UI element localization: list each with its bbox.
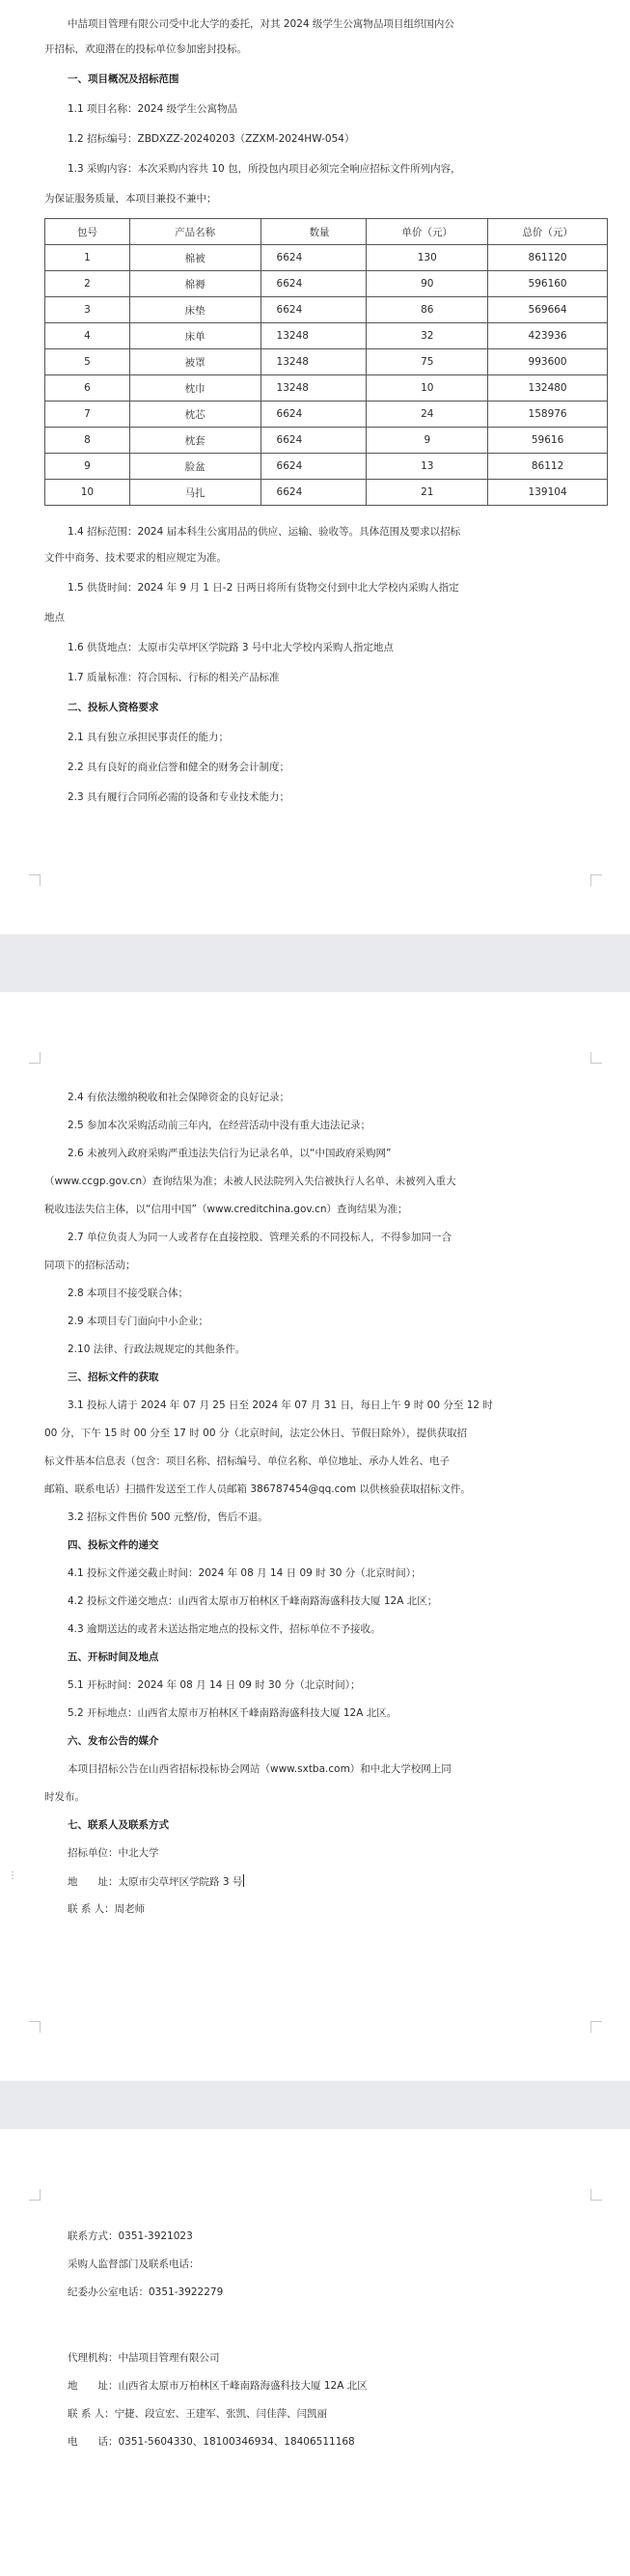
table-cell: 2 [45, 271, 130, 297]
table-cell: 5 [45, 349, 130, 375]
item-2-5: 2.5 参加本次采购活动前三年内，在经营活动中没有重大违法记录； [68, 1120, 371, 1131]
item-2-10: 2.10 法律、行政法规规定的其他条件。 [68, 1343, 246, 1355]
margin-mark [29, 874, 41, 886]
table-cell: 13248 [260, 323, 367, 349]
table-cell: 6624 [260, 297, 367, 323]
table-cell: 3 [45, 297, 130, 323]
table-cell: 枕芯 [129, 402, 260, 428]
document-page-3 [0, 2129, 630, 2576]
table-cell: 9 [367, 428, 488, 454]
item-2-1: 2.1 具有独立承担民事责任的能力； [68, 732, 230, 743]
table-row [45, 323, 608, 349]
table-row [45, 349, 608, 375]
table-cell: 6624 [260, 245, 367, 271]
item-3-1-line-2: 00 分，下午 15 时 00 分至 17 时 00 分（北京时间，法定公休日、节假日除外），提供获取招 [44, 1427, 468, 1439]
item-5-1: 5.1 开标时间：2024 年 08 月 14 日 09 时 30 分（北京时间）； [68, 1679, 361, 1691]
table-cell: 13248 [260, 349, 367, 375]
section-5-title: 五、开标时间及地点 [68, 1651, 159, 1663]
item-1-3-line-2: 为保证服务质量，本项目兼投不兼中； [44, 193, 217, 205]
table-header-cell: 产品名称 [129, 219, 260, 245]
section-6-title: 六、发布公告的媒介 [68, 1735, 159, 1747]
table-cell: 6624 [260, 454, 367, 480]
item-2-7-line-1: 2.7 单位负责人为同一人或者存在直接控股、管理关系的不同投标人，不得参加同一合 [68, 1232, 452, 1243]
table-cell: 861120 [488, 245, 608, 271]
margin-mark [590, 2189, 602, 2201]
item-3-2: 3.2 招标文件售价 500 元整/份，售后不退。 [68, 1511, 268, 1523]
item-1-5-line-1: 1.5 供货时间：2024 年 9 月 1 日-2 日两日将所有货物交付到中北大学校内采购人指定 [68, 582, 459, 594]
table-cell: 4 [45, 323, 130, 349]
table-cell: 139104 [488, 480, 608, 506]
agency-line: 代理机构：中喆项目管理有限公司 [68, 2352, 220, 2364]
drag-handle-icon[interactable]: ⋮ [8, 1870, 17, 1881]
section-6-line-1: 本项目招标公告在山西省招标投标协会网站（www.sxtba.com）和中北大学校网上同 [68, 1763, 452, 1775]
table-header-row [45, 219, 608, 245]
table-cell: 8 [45, 428, 130, 454]
table-cell: 21 [367, 480, 488, 506]
contact-line: 联 系 人：周老师 [68, 1903, 146, 1915]
table-cell: 86 [367, 297, 488, 323]
item-3-1-line-3: 标文件基本信息表（包含：项目名称、招标编号、单位名称、单位地址、承办人姓名、电子 [44, 1455, 450, 1467]
document-page-2 [0, 992, 630, 2081]
table-header-cell: 单价（元） [367, 219, 488, 245]
table-cell: 7 [45, 402, 130, 428]
table-cell: 床垫 [129, 297, 260, 323]
table-cell: 9 [45, 454, 130, 480]
table-cell: 32 [367, 323, 488, 349]
item-2-4: 2.4 有依法缴纳税收和社会保障资金的良好记录； [68, 1092, 290, 1103]
item-4-2: 4.2 投标文件递交地点：山西省太原市万柏林区千峰南路海盛科技大厦 12A 北区； [68, 1595, 438, 1607]
table-cell: 6 [45, 375, 130, 402]
intro-line-1: 中喆项目管理有限公司受中北大学的委托，对其 2024 级学生公寓物品项目组织国内公 [68, 18, 454, 30]
item-1-3-line-1: 1.3 采购内容：本次采购内容共 10 包，所投包内项目必须完全响应招标文件所列内容， [68, 163, 461, 175]
table-cell: 13 [367, 454, 488, 480]
table-row [45, 375, 608, 402]
intro-line-2: 开招标，欢迎潜在的投标单位参加密封投标。 [44, 43, 247, 55]
table-cell: 6624 [260, 271, 367, 297]
item-4-1: 4.1 投标文件递交截止时间：2024 年 08 月 14 日 09 时 30 分（北京时间）； [68, 1567, 422, 1579]
table-cell: 枕巾 [129, 375, 260, 402]
margin-mark [590, 874, 602, 886]
item-1-5-line-2: 地点 [44, 612, 65, 623]
table-cell: 6624 [260, 480, 367, 506]
table-cell: 569664 [488, 297, 608, 323]
item-1-2: 1.2 招标编号：ZBDXZZ-20240203（ZZXM-2024HW-054） [68, 133, 355, 145]
section-1-title: 一、项目概况及招标范围 [68, 73, 179, 85]
item-1-4-line-2: 文件中商务、技术要求的相应规定为准。 [44, 552, 227, 564]
table-row [45, 297, 608, 323]
item-2-6-line-1: 2.6 未被列入政府采购严重违法失信行为记录名单，以“中国政府采购网” [68, 1148, 392, 1159]
table-row [45, 245, 608, 271]
table-cell: 130 [367, 245, 488, 271]
supervisor-line: 采购人监督部门及联系电话： [68, 2258, 200, 2270]
item-5-2: 5.2 开标地点：山西省太原市万柏林区千峰南路海盛科技大厦 12A 北区。 [68, 1707, 397, 1719]
table-cell: 6624 [260, 402, 367, 428]
margin-mark [29, 2021, 41, 2033]
agency-phone-line: 电 话：0351-5604330、18100346934、18406511168 [68, 2436, 355, 2448]
table-header-cell: 包号 [45, 219, 130, 245]
address-line[interactable] [68, 1874, 244, 1889]
item-2-3: 2.3 具有履行合同所必需的设备和专业技术能力； [68, 791, 290, 803]
margin-mark [590, 1052, 602, 1064]
section-4-title: 四、投标文件的递交 [68, 1539, 159, 1551]
table-cell: 75 [367, 349, 488, 375]
table-cell: 59616 [488, 428, 608, 454]
table-header-cell: 总价（元） [488, 219, 608, 245]
table-cell: 13248 [260, 375, 367, 402]
agency-address-line: 地 址：山西省太原市万柏林区千峰南路海盛科技大厦 12A 北区 [68, 2380, 368, 2392]
table-cell: 枕套 [129, 428, 260, 454]
table-cell: 被罩 [129, 349, 260, 375]
table-row [45, 271, 608, 297]
address-text: 地 址：太原市尖草坪区学院路 3 号 [68, 1876, 243, 1888]
table-cell: 马扎 [129, 480, 260, 506]
table-cell: 10 [45, 480, 130, 506]
table-cell: 158976 [488, 402, 608, 428]
section-7-title: 七、联系人及联系方式 [68, 1819, 169, 1831]
table-cell: 6624 [260, 428, 367, 454]
table-cell: 86112 [488, 454, 608, 480]
item-1-6: 1.6 供货地点：太原市尖草坪区学院路 3 号中北大学校内采购人指定地点 [68, 642, 394, 653]
table-row [45, 480, 608, 506]
table-cell: 90 [367, 271, 488, 297]
item-2-8: 2.8 本项目不接受联合体； [68, 1288, 189, 1299]
table-row [45, 454, 608, 480]
item-2-6-line-2: （www.ccgp.gov.cn）查询结果为准；未被人民法院列入失信被执行人名单、未被列入重大 [44, 1176, 456, 1187]
margin-mark [29, 1052, 41, 1064]
table-cell: 24 [367, 402, 488, 428]
margin-mark [590, 2021, 602, 2033]
document-page-1 [0, 0, 630, 934]
table-header-cell: 数量 [260, 219, 367, 245]
item-3-1-line-4: 邮箱、联系电话）扫描件发送至工作人员邮箱 386787454@qq.com 以供核验获取招标文件。 [44, 1483, 471, 1495]
item-4-3: 4.3 逾期送达的或者未送达指定地点的投标文件，招标单位不予接收。 [68, 1623, 381, 1635]
table-cell: 1 [45, 245, 130, 271]
item-2-6-line-3: 税收违法失信主体，以“信用中国”（www.creditchina.gov.cn）查询结果为准； [44, 1204, 408, 1215]
table-cell: 脸盆 [129, 454, 260, 480]
procurement-table [44, 218, 608, 506]
table-cell: 棉被 [129, 245, 260, 271]
section-2-title: 二、投标人资格要求 [68, 702, 159, 713]
table-cell: 423936 [488, 323, 608, 349]
text-cursor-icon [243, 1874, 244, 1887]
table-cell: 596160 [488, 271, 608, 297]
discipline-line: 纪委办公室电话：0351-3922279 [68, 2286, 224, 2298]
item-1-1: 1.1 项目名称：2024 级学生公寓物品 [68, 103, 238, 115]
table-row [45, 402, 608, 428]
phone-line: 联系方式：0351-3921023 [68, 2230, 193, 2242]
section-3-title: 三、招标文件的获取 [68, 1371, 159, 1383]
table-cell: 993600 [488, 349, 608, 375]
item-1-4-line-1: 1.4 招标范围：2024 届本科生公寓用品的供应、运输、验收等。具体范围及要求以招标 [68, 526, 461, 538]
table-row [45, 428, 608, 454]
item-3-1-line-1: 3.1 投标人请于 2024 年 07 月 25 日至 2024 年 07 月 31 日，每日上午 9 时 00 分至 12 时 [68, 1399, 493, 1411]
item-1-7: 1.7 质量标准：符合国标、行标的相关产品标准 [68, 672, 280, 683]
table-cell: 132480 [488, 375, 608, 402]
section-6-line-2: 时发布。 [44, 1791, 85, 1803]
item-2-9: 2.9 本项目专门面向中小企业； [68, 1316, 209, 1327]
table-cell: 棉褥 [129, 271, 260, 297]
margin-mark [29, 2189, 41, 2201]
item-2-2: 2.2 具有良好的商业信誉和健全的财务会计制度； [68, 762, 290, 773]
agency-contact-line: 联 系 人：宁捷、段宣宏、王建军、张凯、闫佳萍、闫凯丽 [68, 2408, 328, 2420]
table-cell: 10 [367, 375, 488, 402]
table-cell: 床单 [129, 323, 260, 349]
item-2-7-line-2: 同项下的招标活动； [44, 1260, 136, 1271]
tenderer-line: 招标单位：中北大学 [68, 1847, 159, 1859]
